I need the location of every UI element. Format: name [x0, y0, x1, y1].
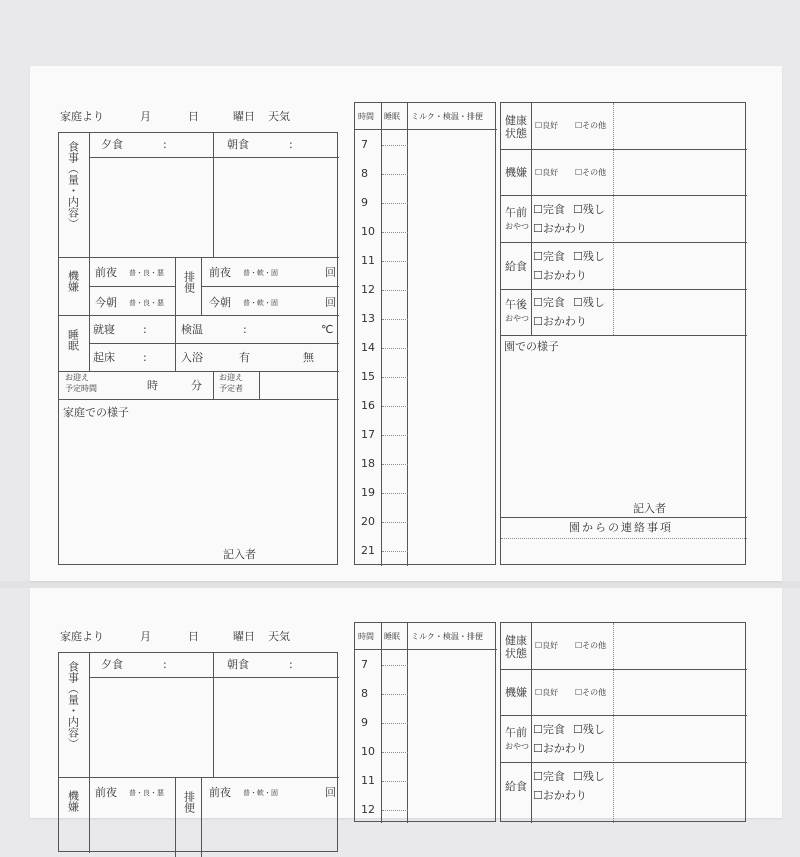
hour-label: 11 [361, 774, 375, 787]
lunch-finished[interactable]: ☐ 完食 [533, 251, 565, 262]
sleep-dotted-line [382, 232, 408, 233]
sleep-dotted-line [382, 723, 408, 724]
header-from-home: 家庭より [60, 110, 104, 123]
hour-label: 7 [361, 138, 368, 151]
snack-am-finished[interactable]: ☐ 完食 [533, 204, 565, 215]
sleep-dotted-line [382, 752, 408, 753]
lunch-seconds[interactable]: ☐ おかわり [533, 270, 587, 281]
sleep-dotted-line [382, 145, 408, 146]
snack-pm-finished[interactable]: ☐ 完食 [533, 297, 565, 308]
sleep-dotted-line [382, 665, 408, 666]
timeline-box-2: 時間 睡眠 ミルク・検温・排便 7 8 9 10 11 12 [354, 622, 496, 822]
sleep-dotted-line [382, 435, 408, 436]
meal-label: 食事（量・内容） [66, 141, 80, 229]
lunch-label: 給食 [505, 260, 527, 273]
health-label: 健康 [505, 114, 527, 127]
temp-label: 検温 [181, 323, 203, 336]
school-notes-label: 園での様子 [504, 340, 559, 353]
hour-label: 18 [361, 457, 375, 470]
snack-pm-leftover[interactable]: ☐ 残し [573, 297, 605, 308]
pickup-person-label: お迎え [219, 373, 243, 382]
home-writer-label: 記入者 [223, 548, 256, 561]
health-good-checkbox-2[interactable]: ☐ 良好 [535, 642, 558, 650]
mood-other-checkbox-2[interactable]: ☐ その他 [575, 689, 606, 697]
school-contact-label: 園からの連絡事項 [569, 521, 673, 534]
bath-label: 入浴 [181, 351, 203, 364]
health-good-checkbox[interactable]: ☐ 良好 [535, 122, 558, 130]
lunch-finished-2[interactable]: ☐ 完食 [533, 771, 565, 782]
hour-label: 16 [361, 399, 375, 412]
snack-pm-label: 午後 [505, 298, 527, 311]
snack-am-seconds[interactable]: ☐ おかわり [533, 223, 587, 234]
header-weather: 天気 [268, 110, 290, 123]
header-day: 日 [188, 110, 199, 123]
school-report-box: 健康 状態 ☐ 良好 ☐ その他 機嫌 ☐ 良好 ☐ その他 午前 おやつ ☐ 完食 ☐ 残し ☐ おかわり 給食 ☐ 完食 ☐ 残し ☐ おかわり 午後 おやつ ☐ 完食 ☐ 残し ☐ おかわり 園での様子 記入者 園からの連絡事項 [500, 102, 746, 565]
bowel-this-morning: 今朝 [209, 296, 231, 309]
mood-this-morning: 今朝 [95, 296, 117, 309]
header-weekday: 曜日 [233, 110, 255, 123]
sleep-dotted-line [382, 319, 408, 320]
lunch-seconds-2[interactable]: ☐ おかわり [533, 790, 587, 801]
hour-label: 12 [361, 283, 375, 296]
snack-am-seconds-2[interactable]: ☐ おかわり [533, 743, 587, 754]
school-mood-label: 機嫌 [505, 166, 527, 179]
header-month: 月 [140, 110, 151, 123]
temp-unit: ℃ [321, 323, 334, 336]
health-other-checkbox-2[interactable]: ☐ その他 [575, 642, 606, 650]
sleep-dotted-line [382, 174, 408, 175]
sleep-dotted-line [382, 261, 408, 262]
hour-label: 11 [361, 254, 375, 267]
hour-label: 19 [361, 486, 375, 499]
hour-label: 7 [361, 658, 368, 671]
snack-pm-seconds[interactable]: ☐ おかわり [533, 316, 587, 327]
diary-page-bottom: 家庭より 月 日 曜日 天気 食事（量・内容） 夕食 : 朝食 : 機嫌 前夜 普・良・悪 排便 前夜 普・軟・固 回 時間 睡眠 ミルク・検温・排便 7 8 9 10 11 12 健康 状態 ☐ 良好 ☐ その他 機嫌 ☐ 良好 ☐ その他 午前 おやつ ☐ 完食 ☐ 残し ☐ おかわり 給食 ☐ 完食 ☐ 残し ☐ おかわり [30, 588, 782, 818]
home-report-box: 食事（量・内容） 夕食 : 朝食 : 機嫌 前夜 普・良・悪 今朝 普・良・悪 排便 前夜 普・軟・固 回 今朝 普・軟・固 回 睡眠 就寝 : 起床 : 検温 : ℃ 入浴 有 無 お迎え 予定時間 時 分 お迎え 予定者 家庭での様子 記入者 [58, 132, 338, 565]
sleep-dotted-line [382, 290, 408, 291]
col-sleep: 睡眠 [384, 112, 400, 121]
bowel-label: 排便 [182, 271, 196, 293]
hour-label: 10 [361, 745, 375, 758]
wakeup-label: 起床 [93, 351, 115, 364]
snack-am-leftover-2[interactable]: ☐ 残し [573, 724, 605, 735]
sleep-dotted-line [382, 810, 408, 811]
mood-good-checkbox[interactable]: ☐ 良好 [535, 169, 558, 177]
hour-label: 8 [361, 167, 368, 180]
sleep-dotted-line [382, 522, 408, 523]
lunch-leftover[interactable]: ☐ 残し [573, 251, 605, 262]
sleep-dotted-line [382, 377, 408, 378]
hour-label: 13 [361, 312, 375, 325]
hour-label: 9 [361, 196, 368, 209]
hour-label: 9 [361, 716, 368, 729]
sleep-dotted-line [382, 203, 408, 204]
pickup-time-label: お迎え [65, 373, 89, 382]
sleep-dotted-line [382, 464, 408, 465]
hour-label: 21 [361, 544, 375, 557]
hour-label: 15 [361, 370, 375, 383]
sleep-dotted-line [382, 348, 408, 349]
dinner-label: 夕食 [101, 138, 123, 151]
health-other-checkbox[interactable]: ☐ その他 [575, 122, 606, 130]
lunch-leftover-2[interactable]: ☐ 残し [573, 771, 605, 782]
timeline-box [354, 102, 496, 565]
hour-label: 20 [361, 515, 375, 528]
hour-label: 12 [361, 803, 375, 816]
home-notes-label: 家庭での様子 [63, 406, 129, 419]
mood-last-night: 前夜 [95, 266, 117, 279]
sleep-dotted-line [382, 694, 408, 695]
breakfast-label: 朝食 [227, 138, 249, 151]
sleep-dotted-line [382, 551, 408, 552]
sleep-dotted-line [382, 781, 408, 782]
hour-label: 17 [361, 428, 375, 441]
hour-label: 10 [361, 225, 375, 238]
school-writer-label: 記入者 [633, 502, 666, 515]
sleep-dotted-line [382, 493, 408, 494]
mood-other-checkbox[interactable]: ☐ その他 [575, 169, 606, 177]
mood-label: 機嫌 [66, 270, 80, 292]
home-report-box-2: 食事（量・内容） 夕食 : 朝食 : 機嫌 前夜 普・良・悪 排便 前夜 普・軟・固 回 [58, 652, 338, 852]
diary-page-top [30, 66, 782, 581]
bowel-last-night: 前夜 [209, 266, 231, 279]
sleep-dotted-line [382, 406, 408, 407]
snack-am-label: 午前 [505, 206, 527, 219]
bath-no: 無 [303, 351, 314, 364]
sleep-label: 睡眠 [66, 329, 80, 351]
bedtime-label: 就寝 [93, 323, 115, 336]
col-time: 時間 [358, 112, 374, 121]
snack-am-finished-2[interactable]: ☐ 完食 [533, 724, 565, 735]
col-milk: ミルク・検温・排便 [411, 112, 483, 121]
school-report-box-2: 健康 状態 ☐ 良好 ☐ その他 機嫌 ☐ 良好 ☐ その他 午前 おやつ ☐ 完食 ☐ 残し ☐ おかわり 給食 ☐ 完食 ☐ 残し ☐ おかわり [500, 622, 746, 822]
mood-good-checkbox-2[interactable]: ☐ 良好 [535, 689, 558, 697]
sheet-gap [0, 581, 800, 588]
bath-yes: 有 [239, 351, 250, 364]
hour-label: 14 [361, 341, 375, 354]
hour-label: 8 [361, 687, 368, 700]
snack-am-leftover[interactable]: ☐ 残し [573, 204, 605, 215]
